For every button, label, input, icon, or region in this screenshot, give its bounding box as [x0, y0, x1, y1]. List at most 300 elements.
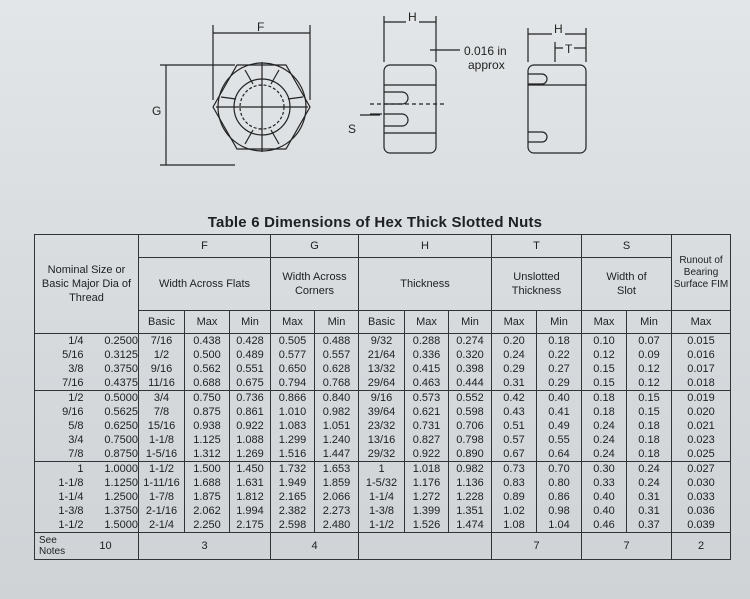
cell-runout — [672, 462, 731, 533]
nominal-size: 1-1/2 — [58, 519, 84, 531]
f-min-header: Min — [230, 311, 271, 334]
runout-header: Runout of Bearing Surface FIM — [672, 235, 731, 311]
cell-f-min — [230, 462, 271, 533]
cell-s-min — [627, 334, 672, 391]
t-min-header: Min — [537, 311, 582, 334]
cell-value: 0.768 — [322, 377, 351, 389]
notes-f: 3 — [139, 533, 271, 560]
f-header: F — [139, 235, 271, 258]
cell-value: 1.631 — [236, 477, 264, 489]
basic-major-dia: 1.5000 — [104, 519, 138, 531]
cell-g-max — [271, 334, 315, 391]
cell-value: 0.015 — [687, 335, 715, 347]
cell-value: 1.732 — [278, 463, 307, 475]
cell-value: 0.12 — [593, 349, 615, 361]
cell-value: 29/32 — [367, 448, 396, 460]
notes-g: 4 — [271, 533, 359, 560]
cell-value: 0.438 — [193, 335, 221, 347]
s-sub-header: Width of Slot — [582, 258, 672, 311]
cell-value: 0.875 — [193, 406, 221, 418]
cell-value: 3/4 — [153, 392, 170, 404]
cell-value: 0.706 — [456, 420, 484, 432]
s-max-header: Max — [582, 311, 627, 334]
cell-value: 0.274 — [456, 335, 484, 347]
cell-value: 1.500 — [193, 463, 221, 475]
s-min-header: Min — [627, 311, 672, 334]
cell-value: 0.09 — [638, 349, 660, 361]
cell-value: 1.04 — [548, 519, 570, 531]
cell-value: 0.31 — [638, 491, 660, 503]
cell-value: 0.37 — [638, 519, 660, 531]
cell-f-basic — [139, 462, 185, 533]
basic-major-dia: 1.0000 — [104, 463, 138, 475]
cell-value: 0.750 — [193, 392, 221, 404]
cell-value: 2-1/16 — [145, 505, 178, 517]
nominal-size-cell — [35, 462, 139, 533]
cell-value: 0.463 — [412, 377, 441, 389]
cell-value: 0.57 — [503, 434, 525, 446]
nut-drawing — [0, 0, 750, 215]
cell-value: 0.46 — [593, 519, 615, 531]
cell-value: 0.019 — [687, 392, 715, 404]
cell-value: 1.136 — [456, 477, 484, 489]
t-sub-header: Unslotted Thickness — [492, 258, 582, 311]
g-min-header: Min — [315, 311, 359, 334]
cell-value: 0.922 — [236, 420, 264, 432]
cell-value: 0.428 — [236, 335, 264, 347]
basic-major-dia: 0.3750 — [104, 363, 138, 375]
cell-value: 0.18 — [593, 392, 615, 404]
label-t: T — [565, 42, 573, 56]
cell-value: 1.351 — [456, 505, 484, 517]
cell-value: 0.24 — [503, 349, 525, 361]
nominal-size: 7/16 — [62, 377, 84, 389]
t-max-header: Max — [492, 311, 537, 334]
cell-t-max — [492, 462, 537, 533]
cell-value: 0.73 — [503, 463, 525, 475]
nominal-size: 3/8 — [68, 363, 84, 375]
cell-value: 1.312 — [193, 448, 221, 460]
cell-runout — [672, 334, 731, 391]
cell-value: 1-1/4 — [368, 491, 395, 503]
cell-value: 1.447 — [322, 448, 351, 460]
cell-t-max — [492, 334, 537, 391]
cell-value: 0.861 — [236, 406, 264, 418]
cell-t-min — [537, 334, 582, 391]
cell-value: 2.175 — [236, 519, 264, 531]
cell-value: 0.016 — [687, 349, 715, 361]
cell-value: 1.516 — [278, 448, 307, 460]
cell-value: 23/32 — [367, 420, 396, 432]
cell-value: 0.628 — [322, 363, 351, 375]
cell-value: 0.24 — [593, 434, 615, 446]
basic-major-dia: 0.2500 — [104, 335, 138, 347]
cell-value: 1-1/8 — [148, 434, 175, 446]
cell-value: 1-5/32 — [365, 477, 398, 489]
cell-value: 0.18 — [638, 420, 660, 432]
cell-value: 1.08 — [503, 519, 525, 531]
nominal-size: 1-3/8 — [58, 505, 84, 517]
cell-h-max — [405, 391, 449, 462]
cell-value: 0.24 — [638, 463, 660, 475]
cell-value: 0.336 — [412, 349, 441, 361]
cell-value: 0.551 — [236, 363, 264, 375]
nominal-size: 1/4 — [68, 335, 84, 347]
cell-value: 1.02 — [503, 505, 525, 517]
notes-runout: 2 — [672, 533, 731, 560]
notes-t: 7 — [492, 533, 582, 560]
cell-value: 0.798 — [456, 434, 484, 446]
cell-h-min — [449, 391, 492, 462]
g-header: G — [271, 235, 359, 258]
cell-value: 2.250 — [193, 519, 221, 531]
f-basic-header: Basic — [139, 311, 185, 334]
cell-value: 2.066 — [322, 491, 351, 503]
cell-value: 0.70 — [548, 463, 570, 475]
nominal-size: 5/16 — [62, 349, 84, 361]
cell-value: 9/32 — [370, 335, 393, 347]
cell-s-max — [582, 391, 627, 462]
cell-t-min — [537, 462, 582, 533]
cell-value: 0.840 — [322, 392, 351, 404]
cell-value: 0.07 — [638, 335, 660, 347]
cell-value: 0.22 — [548, 349, 570, 361]
cell-h-max — [405, 334, 449, 391]
cell-h-basic — [359, 462, 405, 533]
cell-value: 1.176 — [412, 477, 441, 489]
cell-value: 0.18 — [548, 335, 570, 347]
h-min-header: Min — [449, 311, 492, 334]
cell-value: 0.49 — [548, 420, 570, 432]
cell-value: 0.15 — [593, 363, 615, 375]
cell-value: 1.653 — [322, 463, 351, 475]
cell-value: 0.794 — [278, 377, 307, 389]
cell-value: 1.399 — [412, 505, 441, 517]
cell-value: 0.24 — [593, 448, 615, 460]
cell-f-min — [230, 391, 271, 462]
cell-value: 13/16 — [367, 434, 396, 446]
cell-t-max — [492, 391, 537, 462]
cell-value: 0.039 — [687, 519, 715, 531]
cell-value: 0.12 — [638, 363, 660, 375]
cell-g-max — [271, 462, 315, 533]
cell-value: 0.40 — [593, 505, 615, 517]
f-sub-header: Width Across Flats — [139, 258, 271, 311]
cell-s-min — [627, 391, 672, 462]
notes-s: 7 — [582, 533, 672, 560]
cell-h-max — [405, 462, 449, 533]
cell-value: 0.83 — [503, 477, 525, 489]
cell-value: 0.42 — [503, 392, 525, 404]
cell-value: 1-7/8 — [148, 491, 175, 503]
cell-value: 0.24 — [638, 477, 660, 489]
cell-value: 0.621 — [412, 406, 441, 418]
s-header: S — [582, 235, 672, 258]
cell-value: 39/64 — [367, 406, 396, 418]
cell-h-min — [449, 462, 492, 533]
cell-value: 1.875 — [193, 491, 221, 503]
cell-value: 1.088 — [236, 434, 264, 446]
cell-value: 1.269 — [236, 448, 264, 460]
cell-value: 1-5/16 — [145, 448, 178, 460]
cell-value: 1-1/2 — [368, 519, 395, 531]
cell-value: 1.018 — [412, 463, 441, 475]
cell-value: 1.450 — [236, 463, 264, 475]
cell-value: 0.89 — [503, 491, 525, 503]
cell-value: 0.023 — [687, 434, 715, 446]
cell-value: 15/16 — [147, 420, 176, 432]
cell-value: 7/16 — [150, 335, 173, 347]
cell-value: 0.15 — [638, 406, 660, 418]
label-approx-2: approx — [468, 58, 505, 72]
h-max-header: Max — [405, 311, 449, 334]
cell-f-max — [185, 334, 230, 391]
label-h-side1: H — [408, 10, 417, 24]
cell-value: 0.033 — [687, 491, 715, 503]
cell-value: 0.736 — [236, 392, 264, 404]
cell-value: 1.949 — [278, 477, 307, 489]
basic-major-dia: 0.4375 — [104, 377, 138, 389]
cell-value: 1.299 — [278, 434, 307, 446]
cell-value: 0.021 — [687, 420, 715, 432]
cell-value: 1.083 — [278, 420, 307, 432]
label-s: S — [348, 122, 357, 136]
cell-value: 0.12 — [638, 377, 660, 389]
cell-value: 1.859 — [322, 477, 351, 489]
cell-value: 0.18 — [593, 406, 615, 418]
cell-value: 1.228 — [456, 491, 484, 503]
basic-major-dia: 0.8750 — [104, 448, 138, 460]
table-caption: Table 6 Dimensions of Hex Thick Slotted Nuts — [207, 214, 543, 231]
cell-value: 0.398 — [456, 363, 484, 375]
cell-value: 0.938 — [193, 420, 221, 432]
table-row-group — [35, 462, 731, 533]
cell-value: 0.500 — [193, 349, 221, 361]
cell-f-max — [185, 462, 230, 533]
cell-value: 2.165 — [278, 491, 307, 503]
nominal-size: 3/4 — [68, 434, 84, 446]
h-basic-header: Basic — [359, 311, 405, 334]
f-max-header: Max — [185, 311, 230, 334]
cell-value: 0.922 — [412, 448, 441, 460]
nominal-size: 9/16 — [62, 406, 84, 418]
cell-g-min — [315, 334, 359, 391]
table-row-group — [35, 334, 731, 391]
cell-t-min — [537, 391, 582, 462]
cell-value: 2.480 — [322, 519, 351, 531]
cell-value: 0.415 — [412, 363, 441, 375]
cell-value: 0.31 — [503, 377, 525, 389]
cell-value: 0.030 — [687, 477, 715, 489]
cell-value: 1.272 — [412, 491, 441, 503]
cell-value: 0.29 — [548, 377, 570, 389]
cell-value: 0.30 — [593, 463, 615, 475]
cell-g-max — [271, 391, 315, 462]
cell-value: 0.98 — [548, 505, 570, 517]
cell-value: 0.29 — [503, 363, 525, 375]
cell-value: 0.24 — [593, 420, 615, 432]
cell-value: 0.15 — [638, 392, 660, 404]
dimensions-table — [34, 234, 731, 560]
nominal-size: 1-1/8 — [58, 477, 84, 489]
cell-value: 0.562 — [193, 363, 221, 375]
basic-major-dia: 0.3125 — [104, 349, 138, 361]
cell-value: 7/8 — [153, 406, 170, 418]
g-max-header: Max — [271, 311, 315, 334]
cell-value: 0.67 — [503, 448, 525, 460]
cell-value: 0.64 — [548, 448, 570, 460]
cell-value: 1.812 — [236, 491, 264, 503]
cell-value: 9/16 — [370, 392, 393, 404]
cell-runout — [672, 391, 731, 462]
label-h-side2: H — [554, 22, 563, 36]
cell-value: 1.125 — [193, 434, 221, 446]
cell-value: 2.062 — [193, 505, 221, 517]
cell-value: 0.51 — [503, 420, 525, 432]
cell-value: 0.488 — [322, 335, 351, 347]
notes-h — [359, 533, 492, 560]
cell-value: 0.86 — [548, 491, 570, 503]
cell-value: 0.731 — [412, 420, 441, 432]
cell-value: 1.051 — [322, 420, 351, 432]
cell-value: 1/2 — [153, 349, 170, 361]
cell-value: 0.025 — [687, 448, 715, 460]
side-view-body-2 — [528, 65, 586, 153]
cell-value: 0.288 — [412, 335, 441, 347]
cell-value: 0.40 — [548, 392, 570, 404]
cell-g-min — [315, 391, 359, 462]
basic-major-dia: 0.5000 — [104, 392, 138, 404]
cell-value: 21/64 — [367, 349, 396, 361]
cell-value: 1-3/8 — [368, 505, 395, 517]
cell-f-basic — [139, 391, 185, 462]
cell-value: 0.036 — [687, 505, 715, 517]
t-header: T — [492, 235, 582, 258]
cell-h-min — [449, 334, 492, 391]
side-view-body — [384, 65, 436, 153]
nominal-size-cell — [35, 334, 139, 391]
cell-value: 0.505 — [278, 335, 307, 347]
cell-value: 0.33 — [593, 477, 615, 489]
cell-f-basic — [139, 334, 185, 391]
nominal-size: 5/8 — [68, 420, 84, 432]
cell-h-basic — [359, 334, 405, 391]
cell-g-min — [315, 462, 359, 533]
cell-value: 13/32 — [367, 363, 396, 375]
cell-value: 1.994 — [236, 505, 264, 517]
cell-value: 0.573 — [412, 392, 441, 404]
cell-value: 0.598 — [456, 406, 484, 418]
cell-value: 0.827 — [412, 434, 441, 446]
cell-value: 1-1/2 — [148, 463, 175, 475]
cell-value: 1 — [378, 463, 385, 475]
cell-value: 1.474 — [456, 519, 484, 531]
label-f: F — [257, 20, 265, 34]
see-notes-label: See Notes — [39, 535, 66, 557]
cell-value: 2-1/4 — [148, 519, 175, 531]
cell-value: 0.444 — [456, 377, 484, 389]
cell-value: 0.43 — [503, 406, 525, 418]
cell-value: 0.40 — [593, 491, 615, 503]
cell-value: 0.890 — [456, 448, 484, 460]
notes-nominal: 10 — [99, 540, 112, 552]
h-sub-header: Thickness — [359, 258, 492, 311]
cell-value: 0.982 — [456, 463, 484, 475]
cell-f-min — [230, 334, 271, 391]
cell-value: 0.55 — [548, 434, 570, 446]
runout-max-header: Max — [672, 311, 731, 334]
basic-major-dia: 0.5625 — [104, 406, 138, 418]
cell-value: 1.240 — [322, 434, 351, 446]
cell-s-min — [627, 462, 672, 533]
cell-s-max — [582, 334, 627, 391]
cell-value: 0.027 — [687, 463, 715, 475]
cell-value: 0.15 — [593, 377, 615, 389]
basic-major-dia: 1.2500 — [104, 491, 138, 503]
cell-value: 29/64 — [367, 377, 396, 389]
cell-value: 1.010 — [278, 406, 307, 418]
cell-value: 2.273 — [322, 505, 351, 517]
cell-value: 0.489 — [236, 349, 264, 361]
cell-value: 0.650 — [278, 363, 307, 375]
cell-value: 0.866 — [278, 392, 307, 404]
nominal-size: 1/2 — [68, 392, 84, 404]
cell-value: 0.20 — [503, 335, 525, 347]
cell-value: 1-11/16 — [143, 477, 180, 489]
cell-s-max — [582, 462, 627, 533]
nominal-header: Nominal Size or Basic Major Dia of Thread — [35, 235, 139, 334]
basic-major-dia: 0.6250 — [104, 420, 138, 432]
table-row-group — [35, 391, 731, 462]
nominal-size: 1 — [77, 463, 84, 475]
cell-value: 9/16 — [150, 363, 173, 375]
basic-major-dia: 0.7500 — [104, 434, 138, 446]
cell-value: 0.320 — [456, 349, 484, 361]
cell-value: 0.18 — [638, 448, 660, 460]
cell-value: 11/16 — [148, 377, 175, 389]
cell-value: 0.557 — [322, 349, 351, 361]
nominal-size: 7/8 — [68, 448, 84, 460]
g-sub-header: Width Across Corners — [271, 258, 359, 311]
basic-major-dia: 1.1250 — [104, 477, 138, 489]
basic-major-dia: 1.3750 — [104, 505, 138, 517]
cell-value: 0.31 — [638, 505, 660, 517]
cell-value: 0.41 — [548, 406, 570, 418]
cell-h-basic — [359, 391, 405, 462]
cell-value: 0.982 — [322, 406, 351, 418]
cell-value: 0.020 — [687, 406, 715, 418]
label-approx: 0.016 in — [464, 44, 507, 58]
notes-row — [35, 533, 731, 560]
cell-value: 0.688 — [193, 377, 221, 389]
cell-value: 0.018 — [687, 377, 715, 389]
cell-value: 0.10 — [593, 335, 615, 347]
nominal-size-cell — [35, 391, 139, 462]
cell-value: 0.017 — [687, 363, 715, 375]
cell-value: 0.552 — [456, 392, 484, 404]
cell-value: 1.688 — [193, 477, 221, 489]
cell-value: 0.675 — [236, 377, 264, 389]
label-g: G — [152, 104, 162, 118]
cell-f-max — [185, 391, 230, 462]
cell-value: 0.80 — [548, 477, 570, 489]
cell-value: 2.598 — [278, 519, 307, 531]
h-header: H — [359, 235, 492, 258]
cell-value: 0.577 — [278, 349, 307, 361]
cell-value: 0.18 — [638, 434, 660, 446]
cell-value: 0.27 — [548, 363, 570, 375]
nominal-size: 1-1/4 — [58, 491, 84, 503]
